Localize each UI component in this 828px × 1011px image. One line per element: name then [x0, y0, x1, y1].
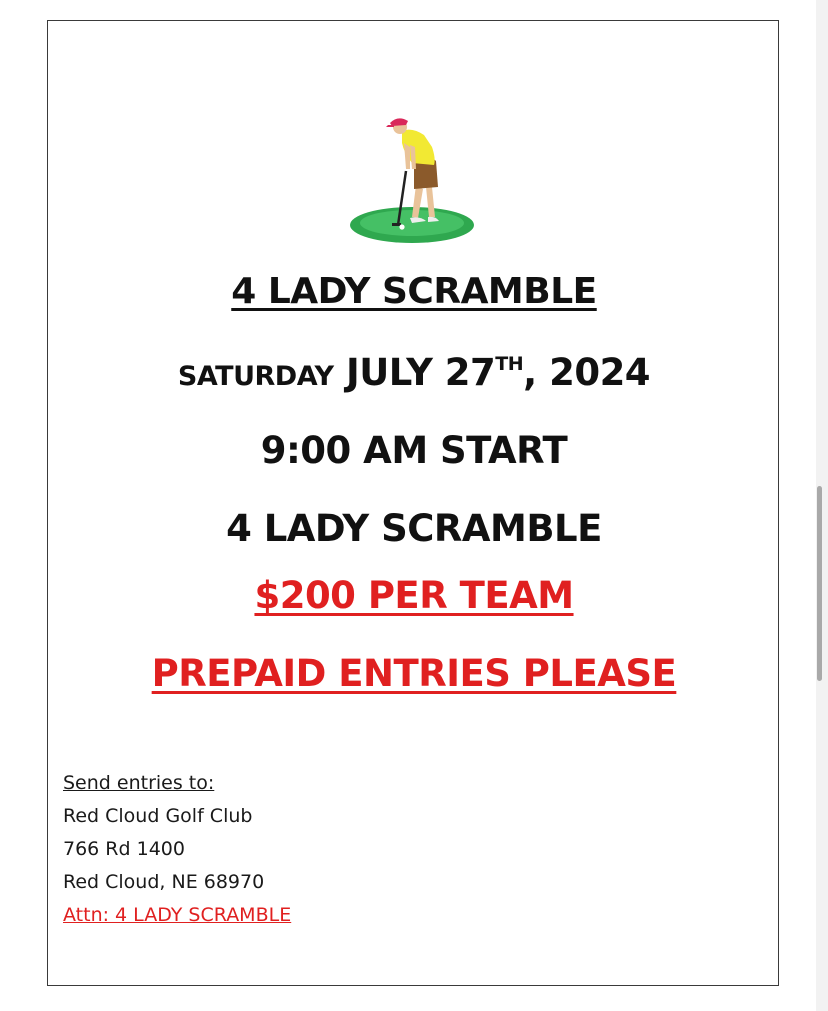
- event-day: SATURDAY: [177, 361, 334, 392]
- entry-price: [48, 574, 780, 617]
- address-street: 766 Rd 1400: [63, 838, 185, 860]
- scrollbar-track[interactable]: [816, 0, 828, 1011]
- address-club: Red Cloud Golf Club: [63, 805, 253, 827]
- entry-price-text: $200 PER TEAM: [254, 574, 574, 617]
- address-city: Red Cloud, NE 68970: [63, 871, 265, 893]
- prepaid-notice: [48, 652, 780, 695]
- event-date-year: , 2024: [523, 351, 651, 394]
- prepaid-notice-text: PREPAID ENTRIES PLEASE: [151, 652, 677, 695]
- event-date-main: JULY 27: [345, 351, 496, 394]
- event-date-suffix: TH: [495, 353, 524, 375]
- address-header: Send entries to:: [63, 772, 215, 794]
- event-title-bottom: 4 LADY SCRAMBLE: [226, 507, 602, 550]
- mailing-address: [63, 767, 291, 932]
- scrollbar-thumb[interactable]: [817, 486, 822, 681]
- flyer-page: [47, 20, 779, 986]
- event-title-top: [48, 271, 780, 312]
- start-time: 9:00 AM START: [260, 429, 568, 472]
- address-attn: Attn: 4 LADY SCRAMBLE: [63, 904, 292, 926]
- golfer-icon: [350, 113, 478, 248]
- event-date: [48, 351, 780, 394]
- event-title-top-text: 4 LADY SCRAMBLE: [231, 271, 597, 312]
